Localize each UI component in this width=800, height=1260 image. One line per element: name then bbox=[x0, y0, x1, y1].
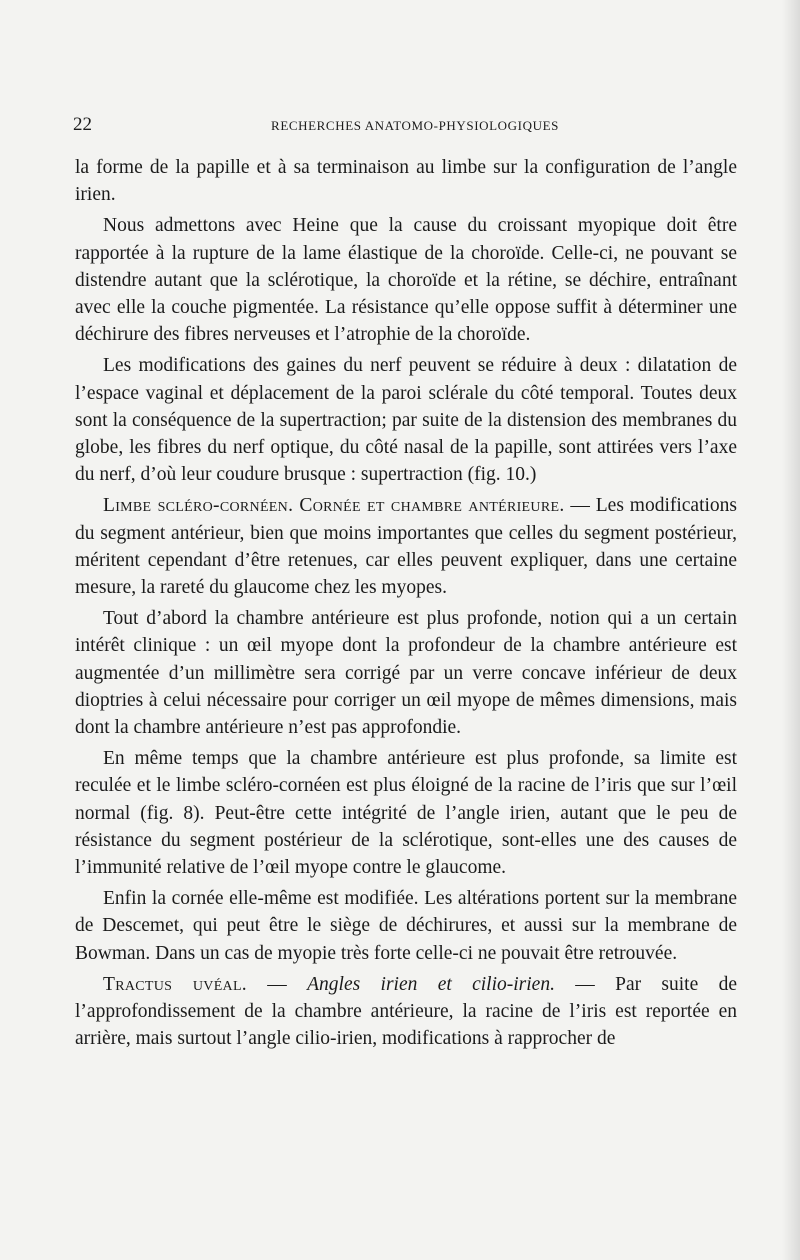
paragraph-continuation: la forme de la papille et à sa terminaison au limbe sur la configuration de l’angle irien. bbox=[75, 157, 737, 206]
heading-dash: — bbox=[246, 973, 308, 995]
section-heading-tractus: Tractus uvéal. bbox=[103, 973, 247, 995]
paragraph-chambre-anterieure: Tout d’abord la chambre antérieure est plus profonde, notion qui a un certain intérêt clinique : un œil myope dont la profondeur de la chambre antérieure est augmentée d’un millimètre sera corrigé par un verre concave inférieur de deux dioptries à celui nécessaire pour corriger un œil myope de mêmes dimensions, mais dont la chambre antérieure n’est pas approfondie. bbox=[75, 608, 737, 739]
paragraph-gaines-du-nerf: Les modifications des gaines du nerf peuvent se réduire à deux : dilatation de l’espace vaginal et déplacement de la paroi sclérale du côté temporal. Toutes deux sont la conséquence de la supertraction; par suite de la distension des membranes du globe, les fibres du nerf optique, du côté nasal de la papille, sont attirées vers l’axe du nerf, d’où leur coudure brusque : supertraction (fig. 10.) bbox=[75, 355, 737, 486]
paragraph-limbe-scleral bbox=[75, 492, 737, 601]
section-heading-limbe: Limbe scléro-cornéen. Cornée et chambre antérieure. bbox=[103, 495, 565, 517]
paragraph-croissant-myopique: Nous admettons avec Heine que la cause du croissant myopique doit être rapportée à la rupture de la lame élastique de la choroïde. Celle-ci, ne pouvant se distendre autant que la sclérotique, la choroïde et la rétine, se déchire, entraînant avec elle la couche pigmentée. La résistance qu’elle oppose suffit à déterminer une déchirure des fibres nerveuses et l’atrophie de la choroïde. bbox=[75, 215, 737, 346]
running-title: RECHERCHES ANATOMO-PHYSIOLOGIQUES bbox=[271, 118, 559, 133]
subsection-italic-title: Angles irien et cilio-irien. bbox=[307, 973, 555, 995]
paragraph-tractus-text: — Par suite de l’approfondissement de la chambre antérieure, la racine de l’iris est reportée en arrière, mais surtout l’angle cilio-irien, modifications à rapprocher de bbox=[75, 973, 737, 1050]
paragraph-cornee: Enfin la cornée elle-même est modifiée. Les altérations portent sur la membrane de Descemet, qui peut être le siège de déchirures, et aussi sur la membrane de Bowman. Dans un cas de myopie très forte celle-ci ne pouvait être retrouvée. bbox=[75, 888, 737, 964]
body-text bbox=[75, 154, 737, 1053]
paragraph-limbe-text: — Les modifications du segment antérieur, bien que moins importantes que celles du segment postérieur, méritent cependant d’être retenues, car elles peuvent expliquer, dans une certaine mesure, la rareté du glaucome chez les myopes. bbox=[75, 495, 738, 599]
page-number: 22 bbox=[73, 114, 92, 135]
paragraph-tractus-uveal bbox=[75, 971, 737, 1053]
page-header bbox=[73, 114, 737, 138]
page-edge-shadow bbox=[782, 0, 800, 1260]
paragraph-angle-irien: En même temps que la chambre antérieure est plus profonde, sa limite est reculée et le limbe scléro-cornéen est plus éloigné de la racine de l’iris que sur l’œil normal (fig. 8). Peut-être cette intégrité de l’angle irien, autant que le peu de résistance du segment postérieur de la sclérotique, sont-elles une des causes de l’immunité relative de l’œil myope contre le glaucome. bbox=[75, 748, 737, 879]
